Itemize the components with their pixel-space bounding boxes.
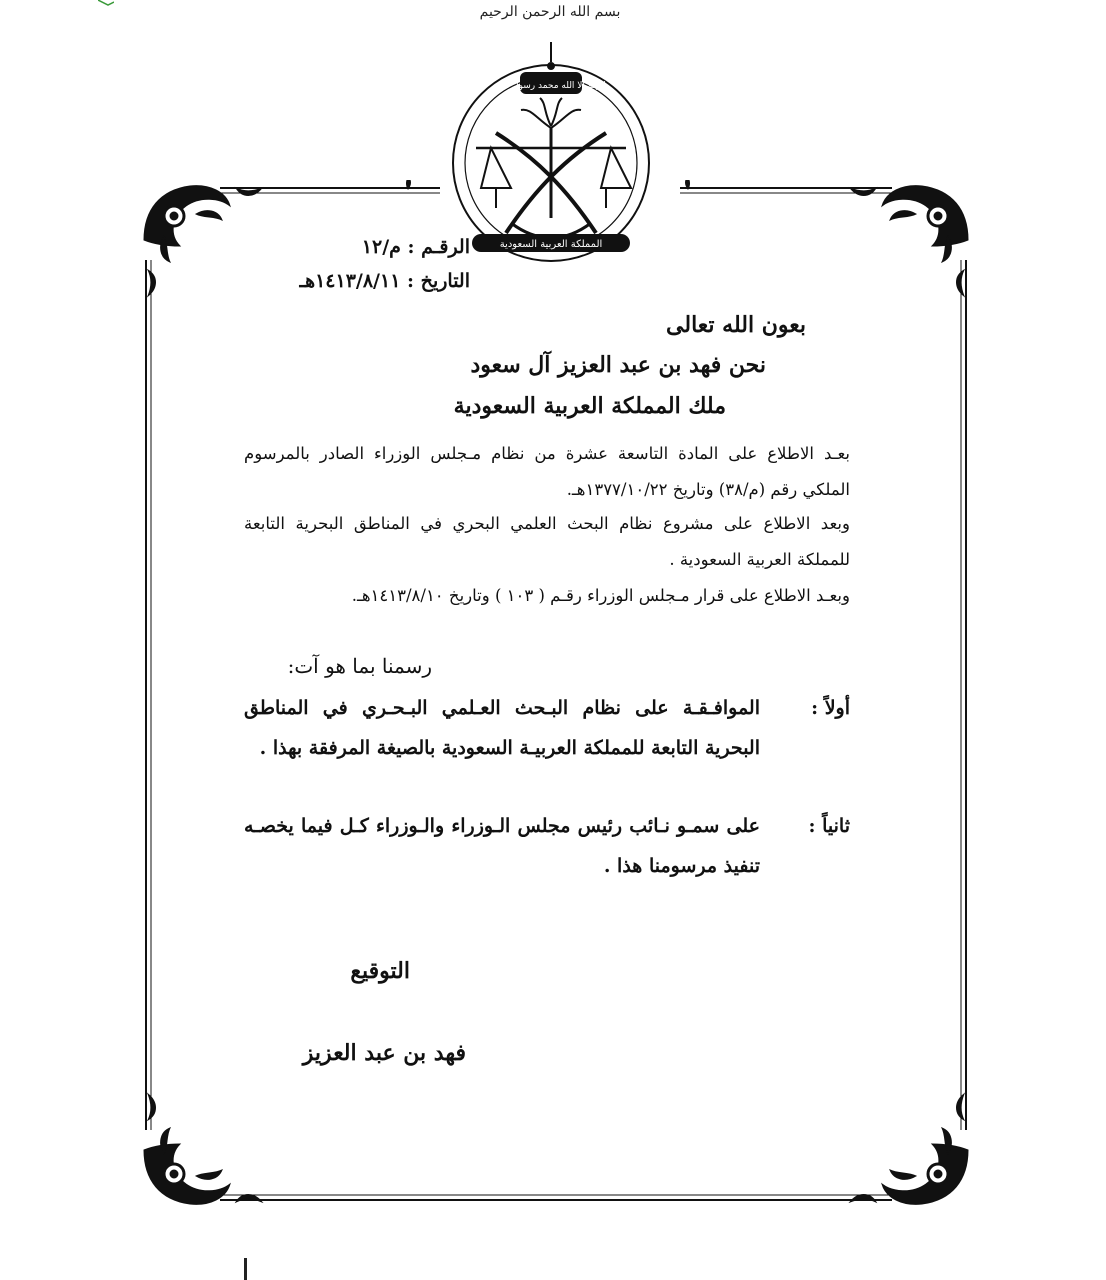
reference-number [240,236,470,258]
reference-date-value: ١٤١٣/٨/١١هـ [299,270,401,292]
decree-item [244,806,850,886]
page-mark [244,1258,247,1280]
heading-king-title: ملك المملكة العربية السعودية [453,393,726,419]
reference-number-value: م/١٢ [361,236,401,258]
decree-intro: رسمنا بما هو آت: [287,654,432,678]
emblem-arc-top: لا إله إلا الله محمد رسول الله [496,81,606,91]
decree-item [244,688,850,768]
corner-mark [98,0,114,6]
decree-item-label: ثانياً : [808,815,850,837]
reference-date [230,270,470,292]
saudi-emblem-icon [436,38,666,278]
signature-label: التوقيع [350,958,410,984]
preamble-paragraph: وبعـد الاطلاع على قرار مـجلس الوزراء رقـم ( ١٠٣ ) وتاريخ ١٤١٣/٨/١٠هـ. [351,586,850,605]
heading-king-name: نحن فهد بن عبد العزيز آل سعود [470,352,766,378]
preamble-paragraph: وبعد الاطلاع على مشروع نظام البحث العلمي البحري في المناطق البحرية التابعة للمملكة العربية السعودية . [244,514,850,569]
decree-item-text: الموافـقـة على نظام البـحث العـلمي البـحـري في المناطق البحرية التابعة للمملكة العربيـة السعودية بالصيغة المرفقة بهذا . [244,697,760,759]
basmala: بسم الله الرحمن الرحيم [479,4,621,20]
emblem-arc-bottom: المملكة العربية السعودية [499,239,603,250]
preamble-paragraph: بعـد الاطلاع على المادة التاسعة عشرة من نظام مـجلس الوزراء الصادر بالمرسوم الملكي رقم (م/٣٨) وتاريخ ١٣٧٧/١٠/٢٢هـ. [244,444,850,499]
decree-item-label: أولاً : [811,697,850,719]
reference-number-label: الرقـم : [407,236,470,258]
reference-date-label: التاريخ : [407,270,470,292]
signatory-name: فهد بن عبد العزيز [302,1040,466,1066]
decree-item-text: على سمـو نـائب رئيس مجلس الـوزراء والـوزراء كـل فيما يخصـه تنفيذ مرسومنا هذا . [244,815,760,877]
heading-invocation: بعون الله تعالى [666,312,806,338]
